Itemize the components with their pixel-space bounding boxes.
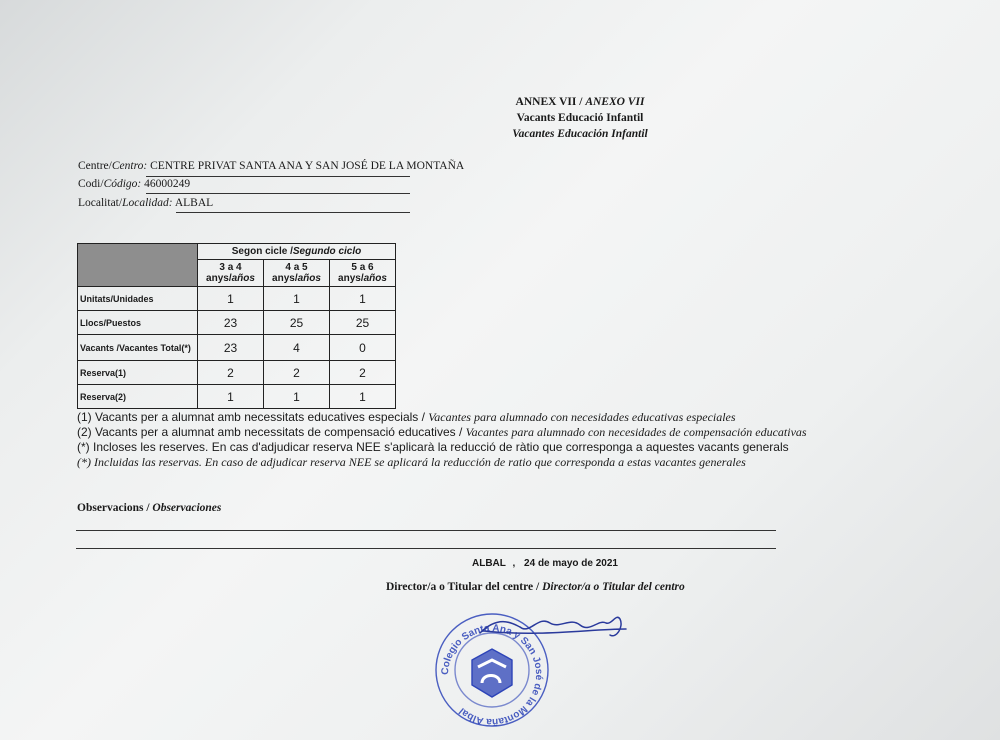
footnote-3-es: (*) Incluidas las reservas. En caso de adjudicar reserva NEE se aplicará la reducción de ratio que corresponda a estas vacantes generales xyxy=(77,455,746,469)
table-cell: 2 xyxy=(198,361,264,385)
footnotes xyxy=(77,410,807,470)
localitat-field xyxy=(78,197,213,209)
school-seal-stamp xyxy=(420,605,650,740)
director-label: Director/a o Titular del centre / Director/a o Titular del centro xyxy=(386,581,685,593)
annex-label-es: ANEXO VII xyxy=(585,96,645,108)
centre-field xyxy=(78,160,464,172)
table-row xyxy=(78,335,396,361)
row-label: Unitats/Unidades xyxy=(78,287,198,311)
cycle-header: Segon cicle /Segundo ciclo xyxy=(198,244,396,260)
table-cell: 25 xyxy=(264,311,330,335)
table-row xyxy=(78,385,396,409)
table-cell: 2 xyxy=(330,361,396,385)
centre-value: CENTRE PRIVAT SANTA ANA Y SAN JOSÉ DE LA MONTAÑA xyxy=(150,160,465,172)
table-cell: 2 xyxy=(264,361,330,385)
date: 24 de mayo de 2021 xyxy=(524,558,618,569)
centre-label: Centre/Centro: xyxy=(78,160,148,172)
table-cell: 1 xyxy=(264,287,330,311)
row-label: Reserva(2) xyxy=(78,385,198,409)
table-corner xyxy=(78,244,198,287)
table-cell: 1 xyxy=(330,287,396,311)
table-cell: 1 xyxy=(264,385,330,409)
table-cell: 23 xyxy=(198,335,264,361)
table-cell: 4 xyxy=(264,335,330,361)
table-cell: 1 xyxy=(198,385,264,409)
table-row xyxy=(78,311,396,335)
observations-line-2 xyxy=(76,548,776,549)
table-row xyxy=(78,287,396,311)
title-ca: Vacants Educació Infantil xyxy=(516,112,644,124)
localitat-label: Localitat/Localidad: xyxy=(78,197,173,209)
codi-label: Codi/Código: xyxy=(78,178,142,190)
place-date: ALBAL , 24 de mayo de 2021 xyxy=(472,558,618,569)
footnote-2: (2) Vacants per a alumnat amb necessitats de compensació educatives / Vacantes para alumnado con necesidades de compensación educativas xyxy=(77,425,807,439)
row-label: Llocs/Puestos xyxy=(78,311,198,335)
vacancies-table xyxy=(77,243,396,409)
table-cell: 1 xyxy=(330,385,396,409)
observations-line-1 xyxy=(76,530,776,531)
column-header: 5 a 6 anys/años xyxy=(330,260,396,287)
document-header xyxy=(380,94,780,142)
place: ALBAL xyxy=(472,558,506,569)
localitat-value: ALBAL xyxy=(174,197,214,209)
row-label: Reserva(1) xyxy=(78,361,198,385)
footnote-1: (1) Vacants per a alumnat amb necessitats educatives especials / Vacantes para alumnado con necesidades educativas especiales xyxy=(77,410,736,424)
title-es: Vacantes Educación Infantil xyxy=(512,128,648,140)
table-row xyxy=(78,361,396,385)
table-cell: 1 xyxy=(198,287,264,311)
table-cell: 0 xyxy=(330,335,396,361)
codi-underline xyxy=(146,193,410,194)
row-label: Vacants /Vacantes Total(*) xyxy=(78,335,198,361)
table-cell: 23 xyxy=(198,311,264,335)
column-header: 4 a 5 anys/años xyxy=(264,260,330,287)
codi-field xyxy=(78,178,190,190)
column-header: 3 a 4 anys/años xyxy=(198,260,264,287)
centre-underline xyxy=(146,176,410,177)
annex-label-ca: ANNEX VII / xyxy=(515,96,583,108)
footnote-3-ca: (*) Incloses les reserves. En cas d'adjudicar reserva NEE s'aplicarà la reducció de ràtio que corresponga a aquestes vacants generals xyxy=(77,440,789,454)
codi-value: 46000249 xyxy=(144,178,191,190)
svg-text:Colegio Santa Ana y San José d: Colegio Santa Ana y San José de la Montaña Albal xyxy=(439,622,545,728)
table-cell: 25 xyxy=(330,311,396,335)
localitat-underline xyxy=(176,212,410,213)
observations-label: Observacions / Observaciones xyxy=(77,502,222,514)
